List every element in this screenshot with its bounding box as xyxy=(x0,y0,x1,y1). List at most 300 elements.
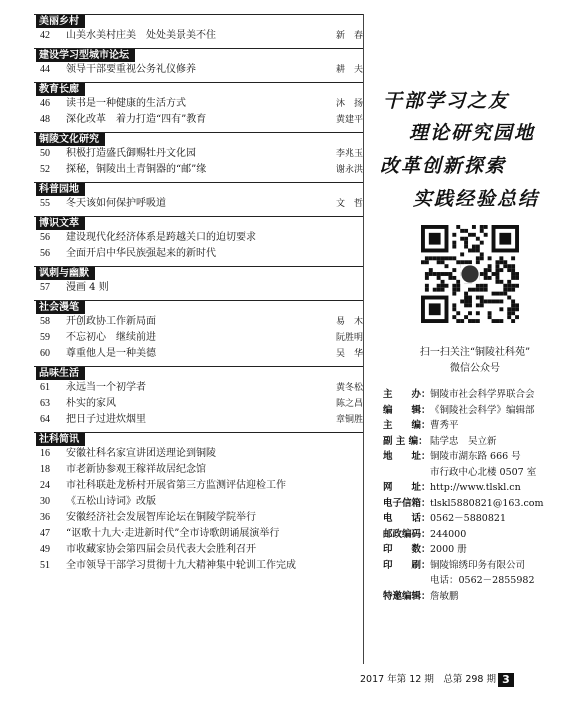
entry-title: 市社科联赴龙桥村开展省第三方监测评估迎检工作 xyxy=(66,480,286,491)
toc-entry[interactable] xyxy=(34,146,363,162)
info-key: 网 址： xyxy=(383,482,431,493)
info-row xyxy=(383,403,573,419)
qr-module xyxy=(484,272,488,276)
qr-module xyxy=(488,315,492,319)
entry-title: 永远当一个初学者 xyxy=(66,382,146,393)
qr-module xyxy=(488,268,492,272)
entry-title: 全面开启中华民族强起来的新时代 xyxy=(66,248,216,259)
qr-module xyxy=(460,260,464,264)
entry-page-number: 16 xyxy=(40,448,50,459)
qr-module xyxy=(480,284,484,288)
entry-author: 李兆玉 xyxy=(335,149,363,159)
qr-module xyxy=(452,233,456,237)
qr-module xyxy=(464,296,468,300)
qr-module xyxy=(499,256,503,260)
qr-module xyxy=(495,264,499,268)
section-header xyxy=(34,266,363,280)
qr-module xyxy=(452,241,456,245)
qr-module xyxy=(456,288,460,292)
qr-module xyxy=(503,292,507,296)
qr-module xyxy=(437,288,441,292)
info-key: 特邀编辑： xyxy=(383,590,431,602)
info-row xyxy=(383,465,573,481)
qr-module xyxy=(507,315,511,319)
info-value: 铜陵市湖东路 666 号 xyxy=(430,451,521,462)
entry-title: 山美水美村庄美 处处美景美不住 xyxy=(66,30,216,41)
qr-module xyxy=(484,268,488,272)
entry-page-number: 47 xyxy=(40,528,50,539)
qr-module xyxy=(476,311,480,315)
qr-module xyxy=(437,276,441,280)
info-row xyxy=(383,527,573,543)
entry-title: 读书是一种健康的生活方式 xyxy=(66,98,186,109)
qr-module xyxy=(511,307,515,311)
qr-module xyxy=(492,272,496,276)
qr-module xyxy=(429,233,441,245)
qr-module xyxy=(503,284,507,288)
qr-module xyxy=(499,260,503,264)
qr-module xyxy=(472,288,476,292)
info-key: 电 话： xyxy=(383,513,431,524)
qr-module xyxy=(480,225,484,229)
entry-page-number: 63 xyxy=(40,398,50,409)
section-header xyxy=(34,14,363,28)
issue-label: 2017 年第 12 期 总第 298 期 xyxy=(360,674,496,685)
qr-module xyxy=(495,299,499,303)
qr-module xyxy=(468,288,472,292)
info-value: 铜陵市社会科学界联合会 xyxy=(430,389,535,400)
qr-module xyxy=(464,229,468,233)
qr-module xyxy=(468,311,472,315)
qr-module xyxy=(437,272,441,276)
qr-module xyxy=(499,268,503,272)
qr-module xyxy=(468,296,472,300)
info-row xyxy=(383,418,573,434)
qr-module xyxy=(452,256,456,260)
toc-entry[interactable] xyxy=(34,478,363,494)
qr-module xyxy=(507,280,511,284)
entry-title: 安徽经济社会发展智库论坛在铜陵学院举行 xyxy=(66,512,256,523)
info-row xyxy=(383,511,573,527)
qr-module xyxy=(433,256,437,260)
entry-page-number: 24 xyxy=(40,480,50,491)
qr-module xyxy=(511,303,515,307)
qr-module xyxy=(456,260,460,264)
qr-module xyxy=(464,315,468,319)
toc-entry[interactable] xyxy=(34,462,363,478)
section-header xyxy=(34,432,363,446)
qr-module xyxy=(464,303,468,307)
qr-module xyxy=(484,233,488,237)
entry-author: 吴 华 xyxy=(335,349,363,359)
entry-page-number: 58 xyxy=(40,316,50,327)
toc-entry[interactable] xyxy=(34,494,363,510)
entry-author: 新 春 xyxy=(335,31,363,41)
qr-module xyxy=(460,229,464,233)
qr-module xyxy=(492,299,496,303)
section-header xyxy=(34,182,363,196)
entry-page-number: 36 xyxy=(40,512,50,523)
entry-title: 建设现代化经济体系是跨越关口的迫切要求 xyxy=(66,232,256,243)
qr-module xyxy=(511,276,515,280)
info-value: 《铜陵社会科学》编辑部 xyxy=(430,404,535,416)
toc-entry[interactable] xyxy=(34,96,363,112)
qr-module xyxy=(499,307,503,311)
qr-module xyxy=(476,256,480,260)
entry-title: 《五松山诗词》改版 xyxy=(66,496,156,507)
info-row xyxy=(383,434,573,450)
qr-module xyxy=(488,311,492,315)
qr-module xyxy=(495,272,499,276)
qr-module xyxy=(421,260,425,264)
qr-module xyxy=(452,268,456,272)
qr-module xyxy=(464,292,468,296)
qr-module xyxy=(511,288,515,292)
info-row xyxy=(383,573,573,589)
qr-module xyxy=(507,268,511,272)
entry-author: 沐 扬 xyxy=(335,99,363,109)
slogan-line-1: 干部学习之友 xyxy=(383,90,510,112)
qr-module xyxy=(511,319,515,323)
section-title: 社会漫笔 xyxy=(36,301,85,314)
slogan-line-2: 理论研究园地 xyxy=(409,122,536,144)
entry-author: 文 哲 xyxy=(335,199,363,209)
qr-module xyxy=(441,288,445,292)
qr-module xyxy=(425,288,429,292)
qr-module xyxy=(480,288,484,292)
qr-module xyxy=(456,284,460,288)
qr-module xyxy=(472,245,476,249)
qr-module xyxy=(480,241,484,245)
info-row xyxy=(383,496,573,512)
qr-module xyxy=(452,292,456,296)
entry-page-number: 50 xyxy=(40,148,50,159)
qr-module xyxy=(464,260,468,264)
entry-page-number: 18 xyxy=(40,464,50,475)
qr-module xyxy=(476,249,480,253)
qr-module xyxy=(515,276,519,280)
qr-module xyxy=(503,264,507,268)
section-title: 社科简讯 xyxy=(36,433,85,446)
qr-module xyxy=(480,229,484,233)
qr-module xyxy=(456,319,460,323)
info-row xyxy=(383,589,573,605)
toc-entry[interactable] xyxy=(34,62,363,78)
entry-page-number: 44 xyxy=(40,64,50,75)
entry-page-number: 42 xyxy=(40,30,50,41)
qr-module xyxy=(495,268,499,272)
section-header xyxy=(34,132,363,146)
toc-entry[interactable] xyxy=(34,396,363,412)
qr-module xyxy=(468,299,472,303)
qr-module xyxy=(452,284,456,288)
entry-title: 开创政协工作新局面 xyxy=(66,316,156,327)
entry-title: 尊重他人是一种美德 xyxy=(66,348,156,359)
qr-module xyxy=(452,288,456,292)
qr-module xyxy=(480,256,484,260)
info-value: http://www.tlskl.cn xyxy=(430,482,521,493)
entry-page-number: 56 xyxy=(40,248,50,259)
qr-module xyxy=(515,307,519,311)
info-value: 2000 册 xyxy=(430,544,467,555)
entry-title: 把日子过进炊烟里 xyxy=(66,414,146,425)
info-value: 电话：0562－2855982 xyxy=(430,575,535,586)
toc-entry[interactable] xyxy=(34,346,363,362)
qr-module xyxy=(511,284,515,288)
toc-entry[interactable] xyxy=(34,380,363,396)
qr-module xyxy=(480,252,484,256)
qr-module xyxy=(468,260,472,264)
toc-entry[interactable] xyxy=(34,558,363,574)
section-title: 美丽乡村 xyxy=(36,15,85,28)
toc-entry[interactable] xyxy=(34,542,363,558)
entry-page-number: 61 xyxy=(40,382,50,393)
info-key: 印 数： xyxy=(383,544,431,555)
section-header xyxy=(34,82,363,96)
toc-entry[interactable] xyxy=(34,28,363,44)
qr-module xyxy=(460,319,464,323)
toc-entry[interactable] xyxy=(34,526,363,542)
qr-module xyxy=(429,272,433,276)
qr-module xyxy=(507,264,511,268)
qr-module xyxy=(492,292,496,296)
section-title: 科普园地 xyxy=(36,183,85,196)
info-key: 主 编： xyxy=(383,420,431,431)
qr-module xyxy=(511,311,515,315)
toc-entry[interactable] xyxy=(34,412,363,428)
slogan-line-4: 实践经验总结 xyxy=(413,188,540,210)
qr-module xyxy=(480,303,484,307)
info-row xyxy=(383,558,573,574)
qr-module xyxy=(460,237,464,241)
qr-module xyxy=(507,296,511,300)
entry-title: 市收藏家协会第四届会员代表大会胜利召开 xyxy=(66,544,256,555)
qr-module xyxy=(488,276,492,280)
publication-info xyxy=(383,387,573,604)
qr-module xyxy=(515,303,519,307)
info-key: 地 址： xyxy=(383,451,431,462)
qr-module xyxy=(452,315,456,319)
entry-title: 探秘，铜陵出土青铜器的“邮”缘 xyxy=(66,164,207,175)
info-value: tlskl5880821@163.com xyxy=(430,497,544,509)
info-row xyxy=(383,449,573,465)
qr-module xyxy=(507,307,511,311)
qr-module xyxy=(468,303,472,307)
toc-entry[interactable] xyxy=(34,330,363,346)
info-row xyxy=(383,480,573,496)
qr-module xyxy=(452,276,456,280)
entry-author: 谢永洪 xyxy=(335,165,363,175)
qr-module xyxy=(445,264,449,268)
section-header xyxy=(34,216,363,230)
entry-title: 领导干部要重视公务礼仪修养 xyxy=(66,64,196,75)
entry-title: 朴实的家风 xyxy=(66,398,116,409)
qr-module xyxy=(511,299,515,303)
toc-entry[interactable] xyxy=(34,112,363,128)
qr-module xyxy=(456,311,460,315)
toc-entry[interactable] xyxy=(34,446,363,462)
qr-module xyxy=(425,276,429,280)
qr-module xyxy=(448,276,452,280)
entry-title: 安徽社科名家宣讲团送理论到铜陵 xyxy=(66,448,216,459)
qr-module xyxy=(488,256,492,260)
entry-author: 章铜胜 xyxy=(335,415,363,425)
qr-module xyxy=(476,319,480,323)
entry-title: “讴歌十九大·走进新时代”全市诗歌朗诵展演举行 xyxy=(66,528,280,539)
qr-module xyxy=(437,260,441,264)
qr-module xyxy=(499,299,503,303)
qr-module xyxy=(468,249,472,253)
qr-module xyxy=(472,319,476,323)
qr-module xyxy=(425,260,429,264)
entry-title: 漫画 4 则 xyxy=(66,282,109,293)
qr-module xyxy=(488,264,492,268)
qr-module xyxy=(425,272,429,276)
entry-author: 陈之昌 xyxy=(335,399,363,409)
section-title: 讽刺与幽默 xyxy=(36,267,95,280)
qr-module xyxy=(445,272,449,276)
info-value: 詹敏鹏 xyxy=(430,590,459,602)
qr-module xyxy=(511,272,515,276)
info-key: 副 主 编： xyxy=(383,435,428,447)
section-title: 博识文萃 xyxy=(36,217,85,230)
info-value: 曹秀平 xyxy=(430,420,459,431)
qr-module xyxy=(484,284,488,288)
info-value: 244000 xyxy=(430,528,467,540)
qr-module xyxy=(468,233,472,237)
qr-module xyxy=(488,299,492,303)
column-divider xyxy=(363,14,364,664)
qr-module xyxy=(507,284,511,288)
qr-module xyxy=(437,256,441,260)
qr-module xyxy=(476,245,480,249)
info-value: 陆学忠 吴立新 xyxy=(430,435,497,447)
section-title: 建设学习型城市论坛 xyxy=(36,49,135,62)
section-title: 教育长廊 xyxy=(36,83,85,96)
entry-page-number: 55 xyxy=(40,198,50,209)
qr-module xyxy=(456,225,460,229)
qr-module xyxy=(492,319,496,323)
entry-page-number: 52 xyxy=(40,164,50,175)
qr-module xyxy=(515,272,519,276)
qr-module xyxy=(437,284,441,288)
qr-module xyxy=(464,241,468,245)
qr-module xyxy=(441,280,445,284)
qr-module xyxy=(441,260,445,264)
info-key: 电子信箱： xyxy=(383,497,431,509)
qr-module xyxy=(511,268,515,272)
entry-page-number: 30 xyxy=(40,496,50,507)
entry-author: 黄建平 xyxy=(335,115,363,125)
qr-module xyxy=(480,296,484,300)
info-key: 主 办： xyxy=(383,389,431,400)
qr-module xyxy=(445,256,449,260)
qr-module xyxy=(452,307,456,311)
qr-module xyxy=(425,256,429,260)
toc-entry[interactable] xyxy=(34,196,363,212)
qr-module xyxy=(480,299,484,303)
qr-module xyxy=(452,245,456,249)
entry-page-number: 56 xyxy=(40,232,50,243)
qr-module xyxy=(503,260,507,264)
info-key: 邮政编码： xyxy=(383,528,431,540)
toc-entry[interactable] xyxy=(34,246,363,262)
qr-module xyxy=(445,284,449,288)
entry-author: 耕 夫 xyxy=(335,65,363,75)
qr-module xyxy=(495,260,499,264)
qr-module xyxy=(468,319,472,323)
qr-module xyxy=(460,252,464,256)
entry-title: 积极打造盛氏御赐牡丹文化园 xyxy=(66,148,196,159)
entry-title: 不忘初心 继续前进 xyxy=(66,332,156,343)
info-value: 市行政中心北楼 0507 室 xyxy=(430,466,537,478)
section-header xyxy=(34,300,363,314)
qr-module xyxy=(507,311,511,315)
info-row xyxy=(383,387,573,403)
info-key: 编 辑： xyxy=(383,404,431,416)
section-title: 品味生活 xyxy=(36,367,85,380)
toc-entry[interactable] xyxy=(34,280,363,296)
entry-title: 深化改革 着力打造“四有”教育 xyxy=(66,114,207,125)
entry-author: 黄冬松 xyxy=(335,383,363,393)
info-key: 印 刷： xyxy=(383,559,431,571)
qr-module xyxy=(460,299,464,303)
qr-module xyxy=(499,280,503,284)
qr-module xyxy=(495,276,499,280)
table-of-contents xyxy=(34,14,363,578)
toc-entry[interactable] xyxy=(34,314,363,330)
slogan-line-3: 改革创新探索 xyxy=(380,155,507,177)
qr-module xyxy=(464,245,468,249)
toc-entry[interactable] xyxy=(34,162,363,178)
entry-page-number: 48 xyxy=(40,114,50,125)
qr-module xyxy=(448,272,452,276)
qr-module xyxy=(480,272,484,276)
qr-module xyxy=(503,288,507,292)
qr-module xyxy=(476,288,480,292)
qr-module xyxy=(495,280,499,284)
qr-module xyxy=(472,249,476,253)
qr-module xyxy=(476,296,480,300)
qr-module xyxy=(476,284,480,288)
toc-entry[interactable] xyxy=(34,510,363,526)
qr-module xyxy=(484,276,488,280)
qr-module xyxy=(476,260,480,264)
qr-module xyxy=(464,299,468,303)
qr-module xyxy=(495,319,499,323)
qr-module xyxy=(464,237,468,241)
entry-page-number: 49 xyxy=(40,544,50,555)
qr-module xyxy=(472,233,476,237)
entry-page-number: 57 xyxy=(40,282,50,293)
qr-module xyxy=(433,272,437,276)
qr-module xyxy=(511,264,515,268)
qr-module xyxy=(452,303,456,307)
qr-module xyxy=(456,280,460,284)
qr-module xyxy=(441,272,445,276)
entry-title: 全市领导干部学习贯彻十九大精神集中轮训工作完成 xyxy=(66,560,296,571)
qr-module xyxy=(425,284,429,288)
toc-entry[interactable] xyxy=(34,230,363,246)
qr-module xyxy=(484,299,488,303)
info-row xyxy=(383,542,573,558)
qr-center-logo xyxy=(461,265,478,282)
page-number: 3 xyxy=(498,673,514,687)
qr-module xyxy=(441,284,445,288)
entry-author: 易 木 xyxy=(335,317,363,327)
qr-module xyxy=(515,315,519,319)
wechat-qr-code[interactable] xyxy=(421,225,519,323)
